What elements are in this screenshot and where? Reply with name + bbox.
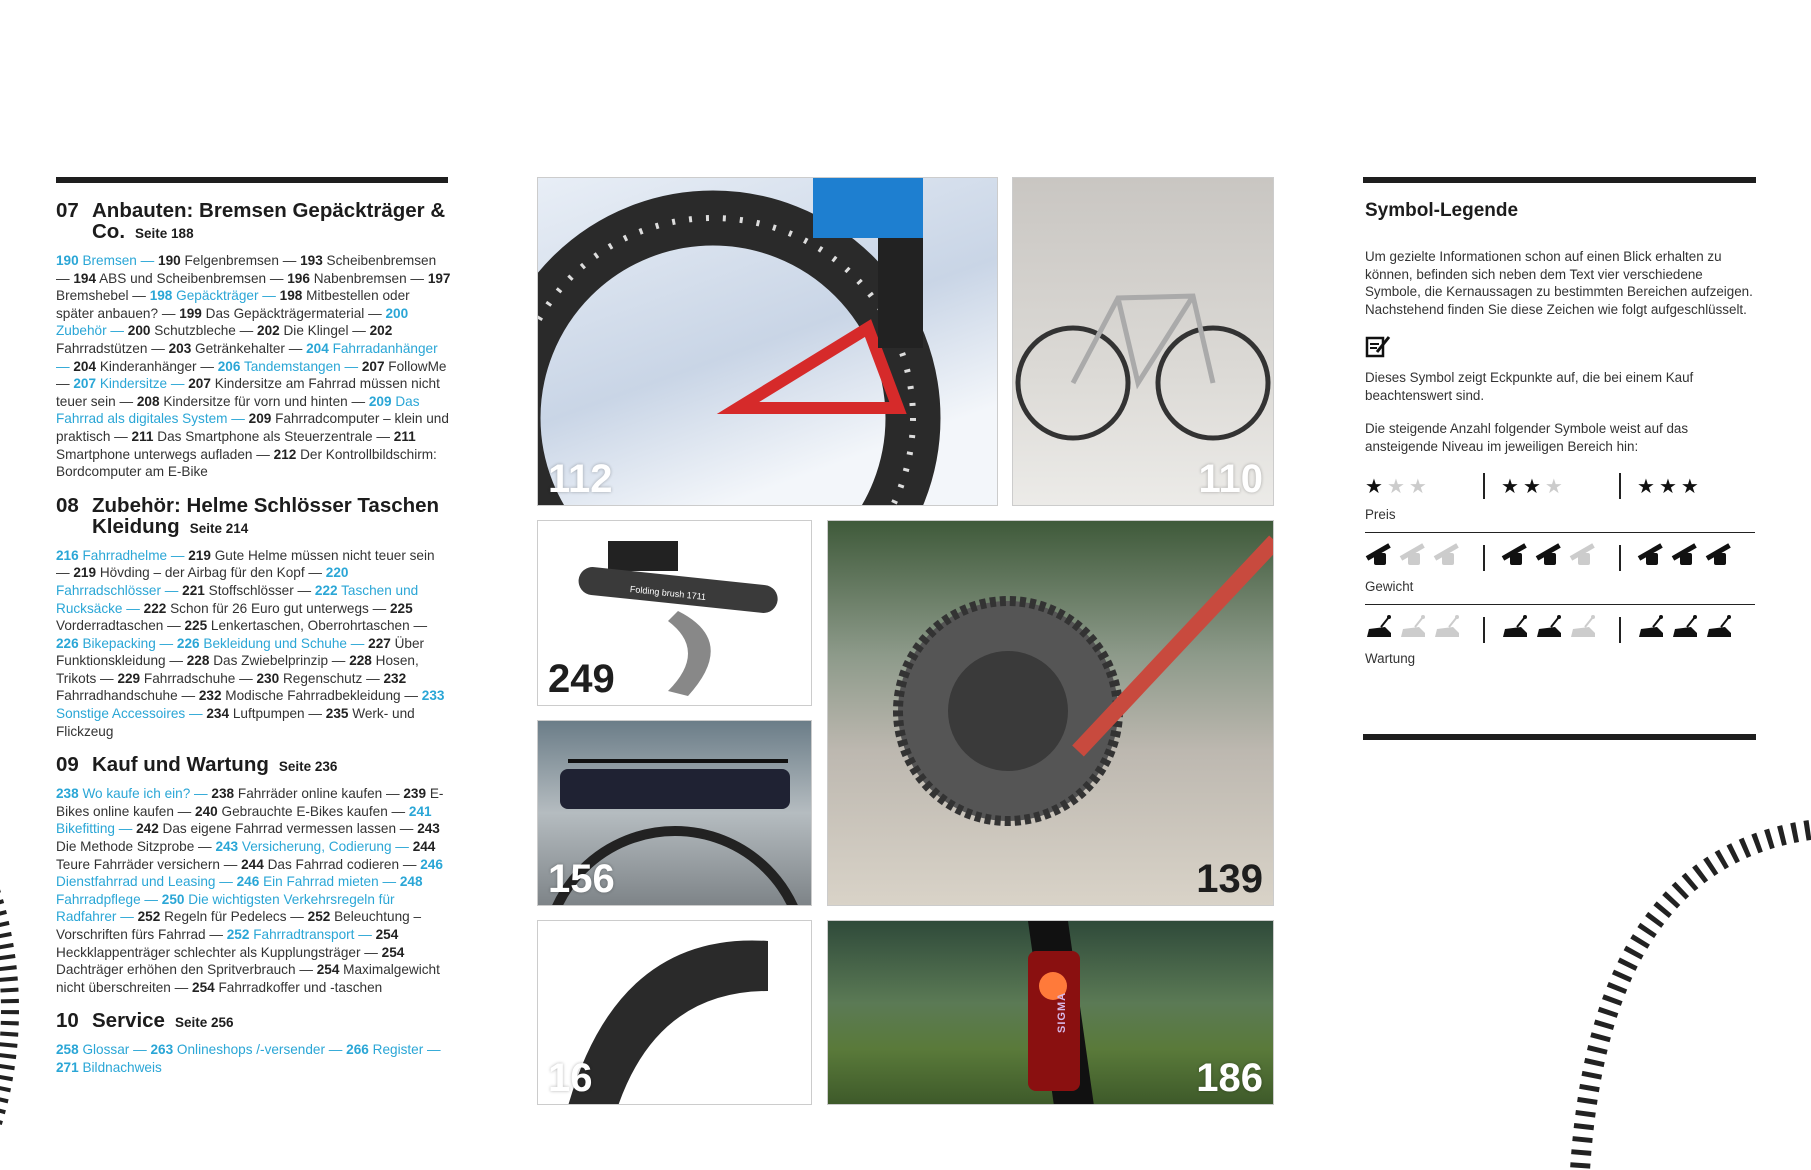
chapter-entries	[56, 547, 451, 741]
page-number: 186	[1196, 1056, 1263, 1100]
dumbbell-fist-icon	[1501, 543, 1531, 573]
toc-entry-main[interactable]: 238 Wo kaufe ich ein? —	[56, 786, 212, 802]
level-2	[1483, 473, 1619, 499]
toc-entry-main[interactable]: 246 Dienstfahrrad und Leasing —	[56, 856, 443, 890]
toc-entry[interactable]: 232 Modische Fahrradbekleidung —	[198, 688, 422, 704]
shoe-brush-icon	[1637, 615, 1667, 645]
chapter-heading	[56, 1010, 451, 1033]
legend-scale-text: Die steigende Anzahl folgender Symbole weist auf das ansteigende Niveau im jeweiligen Bereich hin:	[1365, 421, 1689, 454]
toc-entry[interactable]: 244 Das Fahrrad codieren —	[241, 856, 421, 872]
page-number: 156	[548, 857, 615, 901]
toc-entry[interactable]: 207 FollowMe —	[56, 358, 447, 392]
toc-entry-main[interactable]: 222 Taschen und Rucksäcke —	[56, 582, 419, 616]
toc-entry[interactable]: 225 Vorderradtaschen —	[56, 600, 413, 634]
light-brand-label: SIGMA	[1056, 991, 1068, 1033]
chapter-heading	[56, 200, 451, 244]
chapter-page: Seite 214	[189, 520, 249, 536]
shoe-brush-icon	[1501, 615, 1531, 645]
toc-entry[interactable]: 242 Das eigene Fahrrad vermessen lassen —	[136, 821, 418, 837]
star-icon: ★	[1501, 475, 1519, 498]
legend-row-gewicht	[1365, 543, 1755, 573]
photo-fatbike	[537, 177, 998, 506]
legend-note-text: Dieses Symbol zeigt Eckpunkte auf, die bei einem Kauf beachtenswert sind.	[1365, 370, 1694, 403]
page-number: 139	[1196, 857, 1263, 901]
toc-entry-main[interactable]: 209 Das Fahrrad als digitales System —	[56, 393, 420, 427]
legend-row-preis	[1365, 471, 1755, 501]
shoe-brush-icon	[1433, 615, 1463, 645]
toc-entry-main[interactable]: 226 Bikepacking —	[56, 635, 177, 651]
dumbbell-fist-icon	[1433, 543, 1463, 573]
toc-entry[interactable]: 198 Mitbestellen oder später anbauen? —	[56, 288, 410, 321]
legend-row-wartung	[1365, 615, 1755, 645]
shoe-brush-icon	[1399, 615, 1429, 645]
chapter-entries	[56, 252, 451, 481]
level-1	[1365, 615, 1483, 645]
toc-entry-main[interactable]: 220 Fahrradschlösser —	[56, 565, 349, 598]
top-rule-left	[56, 177, 448, 183]
toc-entry[interactable]: 204 Kinderanhänger —	[73, 358, 218, 374]
toc-entry[interactable]: 194 ABS und Scheibenbremsen —	[73, 270, 288, 286]
toc-entry[interactable]: 254 Fahrradkoffer und -taschen	[192, 979, 383, 995]
toc-entry-main[interactable]: 241 Bikefitting —	[56, 803, 432, 837]
toc-entry-main[interactable]: 233 Sonstige Accessoires —	[56, 688, 445, 722]
toc-entry[interactable]: 232 Fahrradhandschuhe —	[56, 670, 407, 704]
chapter-entries	[56, 1041, 451, 1076]
page-number: 112	[548, 457, 613, 501]
notepad-pencil-icon	[1365, 334, 1755, 363]
toc-entry[interactable]: 238 Fahrräder online kaufen —	[211, 786, 404, 802]
dumbbell-fist-icon	[1365, 543, 1395, 573]
dumbbell-fist-icon	[1705, 543, 1735, 573]
toc-entry[interactable]: 225 Lenkertaschen, Oberrohrtaschen —	[184, 618, 428, 634]
level-1	[1365, 474, 1483, 499]
chapter-entries	[56, 785, 451, 996]
toc-entry[interactable]: 211 Das Smartphone als Steuerzentrale —	[131, 428, 394, 444]
toc-entry[interactable]: 196 Nabenbremsen —	[287, 270, 428, 286]
toc-entry[interactable]: 193 Scheibenbremsen —	[56, 253, 437, 286]
page-number: 110	[1198, 457, 1263, 501]
toc-entry[interactable]: 252 Beleuchtung – Vorschriften fürs Fahrrad —	[56, 909, 422, 942]
shoe-brush-icon	[1671, 615, 1701, 645]
star-icon: ★	[1544, 475, 1563, 498]
bottom-rule-right	[1363, 734, 1756, 740]
toc-entry[interactable]: 230 Regenschutz —	[256, 670, 384, 686]
table-of-contents	[56, 200, 451, 1091]
toc-entry[interactable]: 235 Werk- und Flickzeug	[56, 706, 415, 739]
cassette-illustration	[828, 521, 1274, 906]
chapter-page: Seite 256	[174, 1015, 234, 1031]
chapter-number: 07	[56, 199, 79, 222]
toc-entry-main[interactable]: 258 Glossar —	[56, 1042, 151, 1058]
toc-entry[interactable]: 208 Kindersitze für vorn und hinten —	[136, 393, 369, 409]
toc-entry[interactable]: 228 Das Zwiebelprinzip —	[186, 653, 350, 669]
toc-entry-main[interactable]: 252 Fahrradtransport —	[226, 927, 376, 942]
toc-entry-main[interactable]: 190 Bremsen —	[56, 253, 159, 268]
toc-entry-main[interactable]: 271 Bildnachweis	[56, 1059, 162, 1075]
chapter-heading	[56, 754, 451, 777]
toc-entry[interactable]: 197 Bremshebel —	[56, 270, 451, 304]
divider	[1365, 532, 1755, 533]
toc-entry[interactable]: 219 Gute Helme müssen nicht teuer sein —	[56, 547, 435, 581]
toc-entry-main[interactable]: 207 Kindersitze —	[73, 376, 189, 392]
toc-entry[interactable]: 202 Fahrradstützen —	[56, 323, 393, 356]
chapter-number: 10	[56, 1009, 79, 1033]
top-rule-right	[1363, 177, 1756, 183]
toc-entry-main[interactable]: 206 Tandemstangen —	[217, 358, 362, 374]
toc-entry-main[interactable]: 263 Onlineshops /-versender —	[150, 1042, 347, 1058]
level-2	[1483, 617, 1619, 643]
legend-row-label: Preis	[1365, 507, 1396, 522]
toc-entry[interactable]: 190 Felgenbremsen —	[158, 253, 301, 268]
tire-tread-decoration-left	[0, 860, 50, 1160]
toc-entry[interactable]: 229 Fahrradschuhe —	[117, 670, 257, 686]
toc-entry[interactable]: 207 Kindersitze am Fahrrad müssen nicht teuer sein —	[56, 376, 440, 409]
toc-entry[interactable]: 234 Luftpumpen —	[206, 706, 326, 722]
shoe-brush-icon	[1365, 615, 1395, 645]
page-number: 249	[548, 657, 615, 701]
toc-entry-main[interactable]: 216 Fahrradhelme —	[56, 547, 189, 563]
star-icon: ★	[1658, 475, 1677, 498]
tire-tread-decoration-right	[1540, 820, 1811, 1170]
toc-entry-main[interactable]: 204 Fahrradanhänger —	[56, 340, 438, 374]
dumbbell-fist-icon	[1569, 543, 1599, 573]
legend-title: Symbol-Legende	[1365, 200, 1519, 221]
toc-entry-main[interactable]: 200 Zubehör —	[56, 305, 409, 339]
toc-entry[interactable]: 239 E-Bikes online kaufen —	[56, 786, 444, 819]
toc-entry[interactable]: 212 Der Kontrollbildschirm: Bordcomputer am E-Bike	[56, 446, 437, 480]
level-2	[1483, 545, 1619, 571]
photo-cassette	[827, 520, 1274, 906]
toc-entry[interactable]: 252 Regeln für Pedelecs —	[137, 909, 308, 925]
shoe-brush-icon	[1705, 615, 1735, 645]
toc-entry[interactable]: 219 Hövding – der Airbag für den Kopf —	[73, 565, 326, 581]
star-icon: ★	[1365, 475, 1383, 498]
photo-ebike-rack	[537, 720, 812, 906]
toc-entry[interactable]: 203 Getränkehalter —	[168, 340, 307, 356]
chapter-title: Kauf und Wartung Seite 236	[92, 753, 338, 777]
chapter-page: Seite 236	[278, 759, 338, 775]
toc-entry[interactable]: 243 Die Methode Sitzprobe —	[56, 821, 440, 855]
level-3	[1619, 473, 1755, 499]
page-number: 16	[548, 1056, 593, 1100]
toc-entry[interactable]: 211 Smartphone unterwegs aufladen —	[56, 428, 416, 462]
brush-brand-label: Folding brush 1711	[629, 584, 707, 602]
toc-entry[interactable]: 227 Über Funktionskleidung —	[56, 635, 425, 669]
toc-entry[interactable]: 202 Die Klingel —	[257, 323, 370, 339]
legend-intro: Um gezielte Informationen schon auf einen Blick erhalten zu können, befinden sich neben dem Text vier verschiedene Symbole, die Kernaussagen zu bestimmten Bereichen aufzeigen. Nachstehend finden Sie diese Zeichen wie folgt aufgeschlüsselt.	[1365, 249, 1753, 317]
toc-entry[interactable]: 254 Dachträger erhöhen den Spritverbrauch —	[56, 944, 405, 978]
level-3	[1619, 545, 1755, 571]
chapter-number: 08	[56, 493, 79, 517]
shoe-brush-icon	[1535, 615, 1565, 645]
toc-entry[interactable]: 222 Schon für 26 Euro gut unterwegs —	[143, 600, 390, 616]
star-icon: ★	[1386, 475, 1405, 498]
divider	[1365, 604, 1755, 605]
symbol-legend	[1365, 200, 1755, 676]
dumbbell-fist-icon	[1637, 543, 1667, 573]
legend-rows	[1365, 471, 1755, 666]
toc-entry-main[interactable]: 250 Die wichtigsten Verkehrsregeln für Radfahrer —	[56, 891, 395, 925]
dumbbell-fist-icon	[1671, 543, 1701, 573]
toc-entry[interactable]: 228 Hosen, Trikots —	[56, 653, 419, 686]
star-icon: ★	[1680, 475, 1699, 498]
chapter-title: Zubehör: Helme Schlösser Taschen Kleidung Seite 214	[92, 493, 440, 538]
legend-row-label: Gewicht	[1365, 579, 1414, 594]
toc-entry[interactable]: 254 Maximalgewicht nicht überschreiten —	[56, 962, 440, 995]
toc-entry[interactable]: 244 Teure Fahrräder versichern —	[56, 839, 436, 872]
toc-entry[interactable]: 199 Das Gepäckträgermaterial —	[179, 305, 386, 321]
toc-entry-main[interactable]: 226 Bekleidung und Schuhe —	[176, 635, 369, 651]
dumbbell-fist-icon	[1535, 543, 1565, 573]
legend-row-label: Wartung	[1365, 651, 1416, 666]
toc-entry[interactable]: 200 Schutzbleche —	[127, 323, 258, 339]
toc-entry[interactable]: 209 Fahrradcomputer – klein und praktisch —	[56, 411, 449, 444]
level-1	[1365, 543, 1483, 573]
toc-entry-main[interactable]: 246 Ein Fahrrad mieten —	[236, 874, 400, 890]
toc-entry-main[interactable]: 266 Register —	[346, 1042, 441, 1058]
photo-road-bike	[1012, 177, 1274, 506]
star-icon: ★	[1637, 475, 1655, 498]
toc-entry-main[interactable]: 248 Fahrradpflege —	[56, 874, 423, 907]
toc-entry[interactable]: 254 Heckklappenträger schlechter als Kupplungsträger —	[56, 927, 399, 960]
chapter-heading	[56, 495, 451, 539]
toc-entry[interactable]: 240 Gebrauchte E-Bikes kaufen —	[195, 803, 409, 819]
level-3	[1619, 617, 1755, 643]
chapter-title: Anbauten: Bremsen Gepäckträger & Co. Seite 188	[92, 199, 446, 243]
photo-folding-brush	[537, 520, 812, 706]
toc-entry-main[interactable]: 198 Gepäckträger —	[149, 288, 280, 304]
dumbbell-fist-icon	[1399, 543, 1429, 573]
star-icon: ★	[1522, 475, 1541, 498]
photo-tire	[537, 920, 812, 1105]
shoe-brush-icon	[1569, 615, 1599, 645]
photo-rear-light	[827, 920, 1274, 1105]
chapter-page: Seite 188	[135, 226, 194, 241]
chapter-number: 09	[56, 753, 79, 777]
toc-entry[interactable]: 221 Stoffschlösser —	[182, 582, 315, 598]
toc-entry-main[interactable]: 243 Versicherung, Codierung —	[215, 839, 413, 855]
star-icon: ★	[1408, 475, 1427, 498]
chapter-title: Service Seite 256	[92, 1009, 234, 1033]
